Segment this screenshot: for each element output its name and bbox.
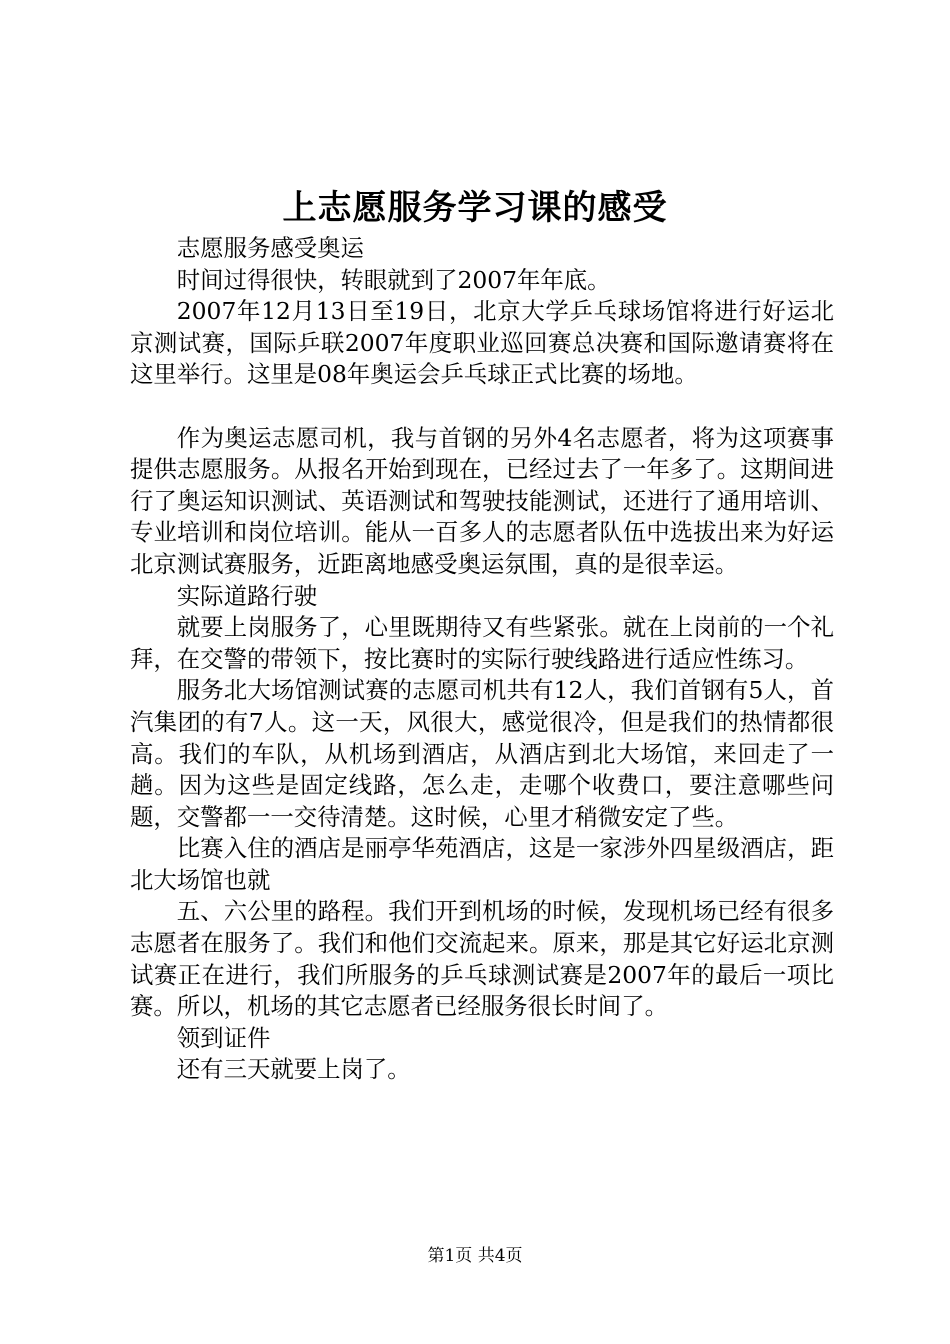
paragraph: 服务北大场馆测试赛的志愿司机共有12人，我们首钢有5人，首汽集团的有7人。这一天，风很大，感觉很冷，但是我们的热情都很高。我们的车队，从机场到酒店，从酒店到北大场馆，来回走了一趟。因为这些是固定线路，怎么走，走哪个收费口，要注意哪些问题，交警都一一交待清楚。这时候，心里才稍微安定了些。 — [130, 676, 834, 831]
paragraph: 时间过得很快，转眼就到了2007年年底。 — [176, 265, 611, 294]
paragraph: 作为奥运志愿司机，我与首钢的另外4名志愿者，将为这项赛事提供志愿服务。从报名开始到现在，已经过去了一年多了。这期间进行了奥运知识测试、英语测试和驾驶技能测试，还进行了通用培训、专业培训和岗位培训。能从一百多人的志愿者队伍中选拔出来为好运北京测试赛服务，近距离地感受奥运氛围，真的是很幸运。 — [130, 423, 834, 578]
paragraph: 志愿服务感受奥运 — [176, 234, 364, 262]
paragraph: 2007年12月13日至19日，北京大学乒乓球场馆将进行好运北京测试赛，国际乒联2007年度职业巡回赛总决赛和国际邀请赛将在这里举行。这里是08年奥运会乒乓球正式比赛的场地。 — [130, 297, 834, 389]
document-body — [130, 233, 834, 1086]
section-heading: 领到证件 — [176, 1023, 271, 1052]
paragraph: 就要上岗服务了，心里既期待又有些紧张。就在上岗前的一个礼拜，在交警的带领下，按比赛时的实际行驶线路进行适应性练习。 — [130, 613, 834, 673]
paragraph: 五、六公里的路程。我们开到机场的时候，发现机场已经有很多志愿者在服务了。我们和他们交流起来。原来，那是其它好运北京测试赛正在进行，我们所服务的乒乓球测试赛是2007年的最后一项比赛。所以，机场的其它志愿者已经服务很长时间了。 — [130, 897, 834, 1021]
section-heading: 实际道路行驶 — [176, 581, 318, 610]
paragraph: 比赛入住的酒店是丽亭华苑酒店，这是一家涉外四星级酒店，距北大场馆也就 — [130, 834, 834, 894]
page-footer: 第1页 共4页 — [427, 1246, 523, 1266]
document-title: 上志愿服务学习课的感受 — [282, 188, 668, 228]
paragraph: 还有三天就要上岗了。 — [176, 1055, 411, 1084]
